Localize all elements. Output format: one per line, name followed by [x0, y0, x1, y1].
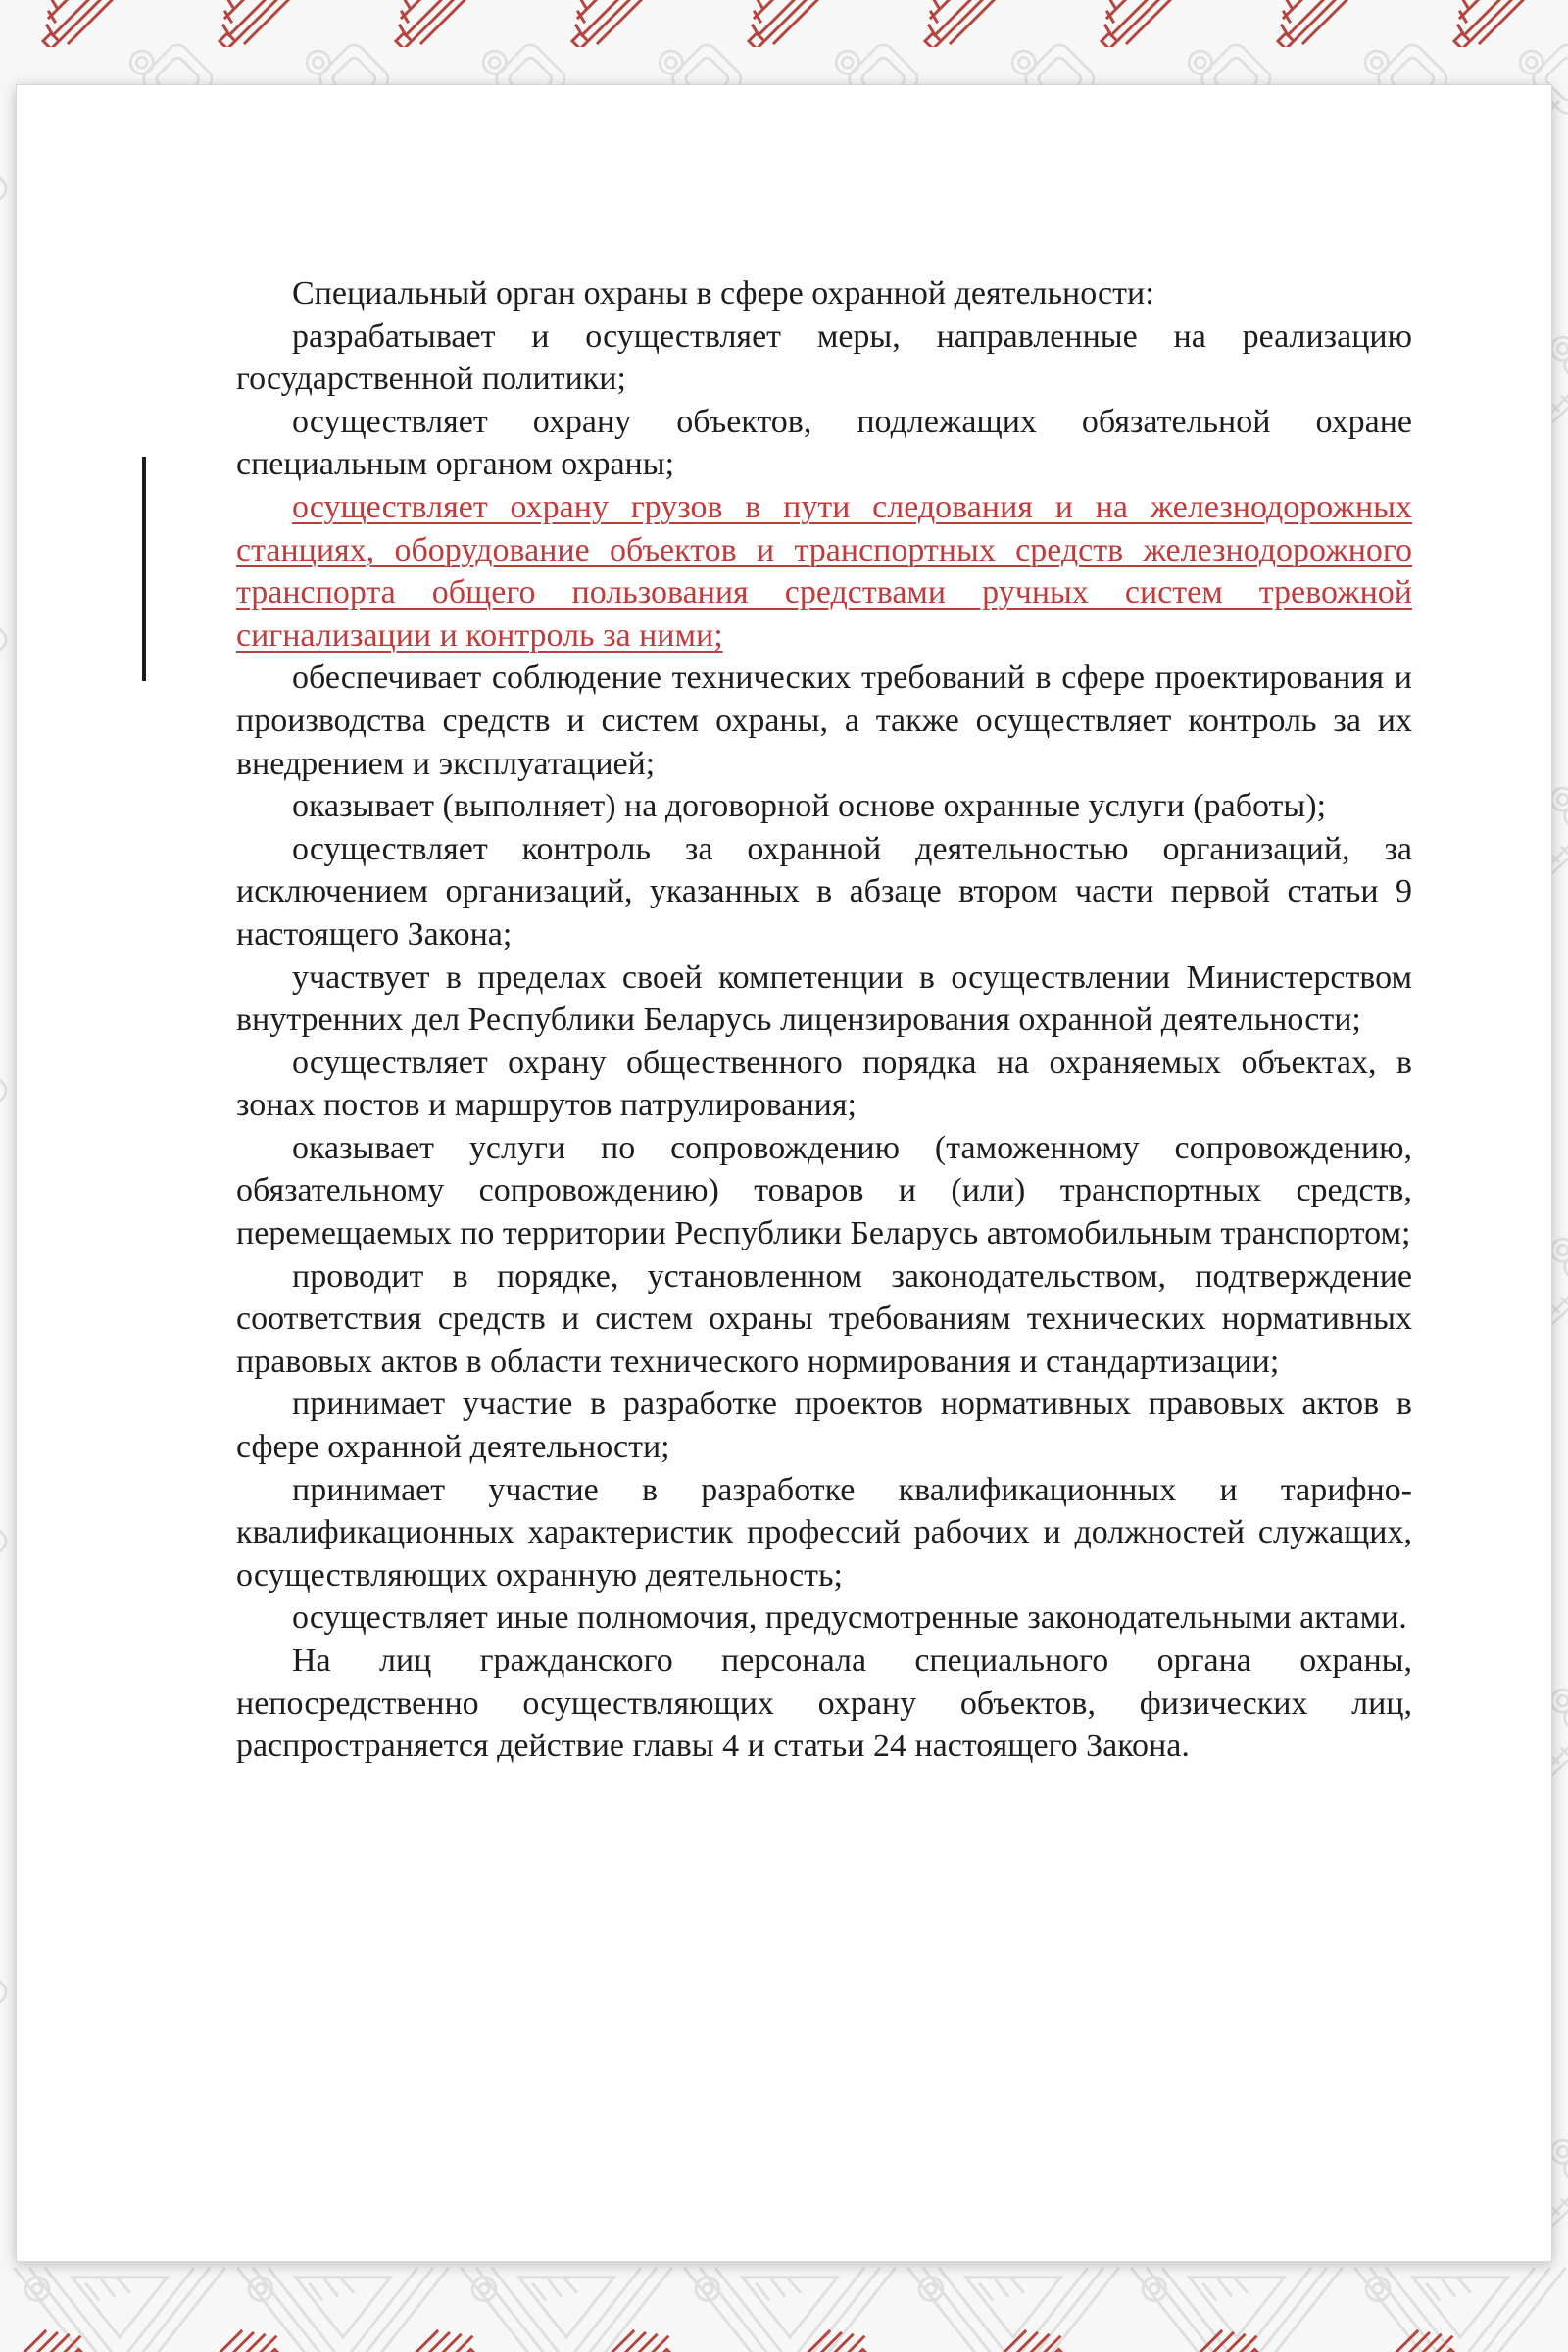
- change-bar: [142, 457, 146, 681]
- paragraph: принимает участие в разработке проектов нормативных правовых актов в сфере охранной деятельности;: [236, 1386, 1412, 1466]
- paragraph: осуществляет иные полномочия, предусмотренные законодательными актами.: [292, 1599, 1407, 1637]
- inserted-paragraph: осуществляет охрану грузов в пути следования и на железнодорожных станциях, оборудование объектов и транспортных средств железнодорожного транспорта общего пользования средствами ручных систем тревожной сигнализации и контроль за ними;: [236, 488, 1412, 654]
- paragraph: проводит в порядке, установленном законодательством, подтверждение соответствия средств и систем охраны требованиям технических нормативных правовых актов в области технического нормирования и стандартизации;: [236, 1257, 1412, 1380]
- paragraph: осуществляет охрану общественного порядка на охраняемых объектах, в зонах постов и маршрутов патрулирования;: [236, 1044, 1412, 1124]
- paragraph: обеспечивает соблюдение технических требований в сфере проектирования и производства средств и систем охраны, а также осуществляет контроль за их внедрением и эксплуатацией;: [236, 660, 1412, 782]
- top-red-ornament-row: [43, 0, 1523, 49]
- paragraph: осуществляет контроль за охранной деятельностью организаций, за исключением организаций, указанных в абзаце втором части первой статьи 9 настоящего Закона;: [236, 830, 1412, 953]
- document-page: [16, 84, 1552, 2262]
- paragraph-intro: Специальный орган охраны в сфере охранной деятельности:: [292, 275, 1154, 312]
- paragraph: принимает участие в разработке квалификационных и тарифно-квалификационных характеристик профессий рабочих и должностей служащих, осуществляющих охранную деятельность;: [236, 1471, 1412, 1593]
- paragraph-final: На лиц гражданского персонала специального органа охраны, непосредственно осуществляющих охрану объектов, физических лиц, распространяется действие главы 4 и статьи 24 настоящего Закона.: [236, 1642, 1412, 1765]
- document-text: [236, 272, 1412, 1768]
- paragraph: оказывает услуги по сопровождению (таможенному сопровождению, обязательному сопровождению) товаров и (или) транспортных средств, перемещаемых по территории Республики Беларусь автомобильным транспортом;: [236, 1129, 1412, 1252]
- paragraph: участвует в пределах своей компетенции в осуществлении Министерством внутренних дел Республики Беларусь лицензирования охранной деятельности;: [236, 958, 1412, 1039]
- paragraph: осуществляет охрану объектов, подлежащих обязательной охране специальным органом охраны;: [236, 403, 1412, 483]
- paragraph: оказывает (выполняет) на договорной основе охранные услуги (работы);: [292, 788, 1327, 825]
- paragraph: разрабатывает и осуществляет меры, направленные на реализацию государственной политики;: [236, 318, 1412, 398]
- left-gray-ornament-column: [0, 151, 10, 2053]
